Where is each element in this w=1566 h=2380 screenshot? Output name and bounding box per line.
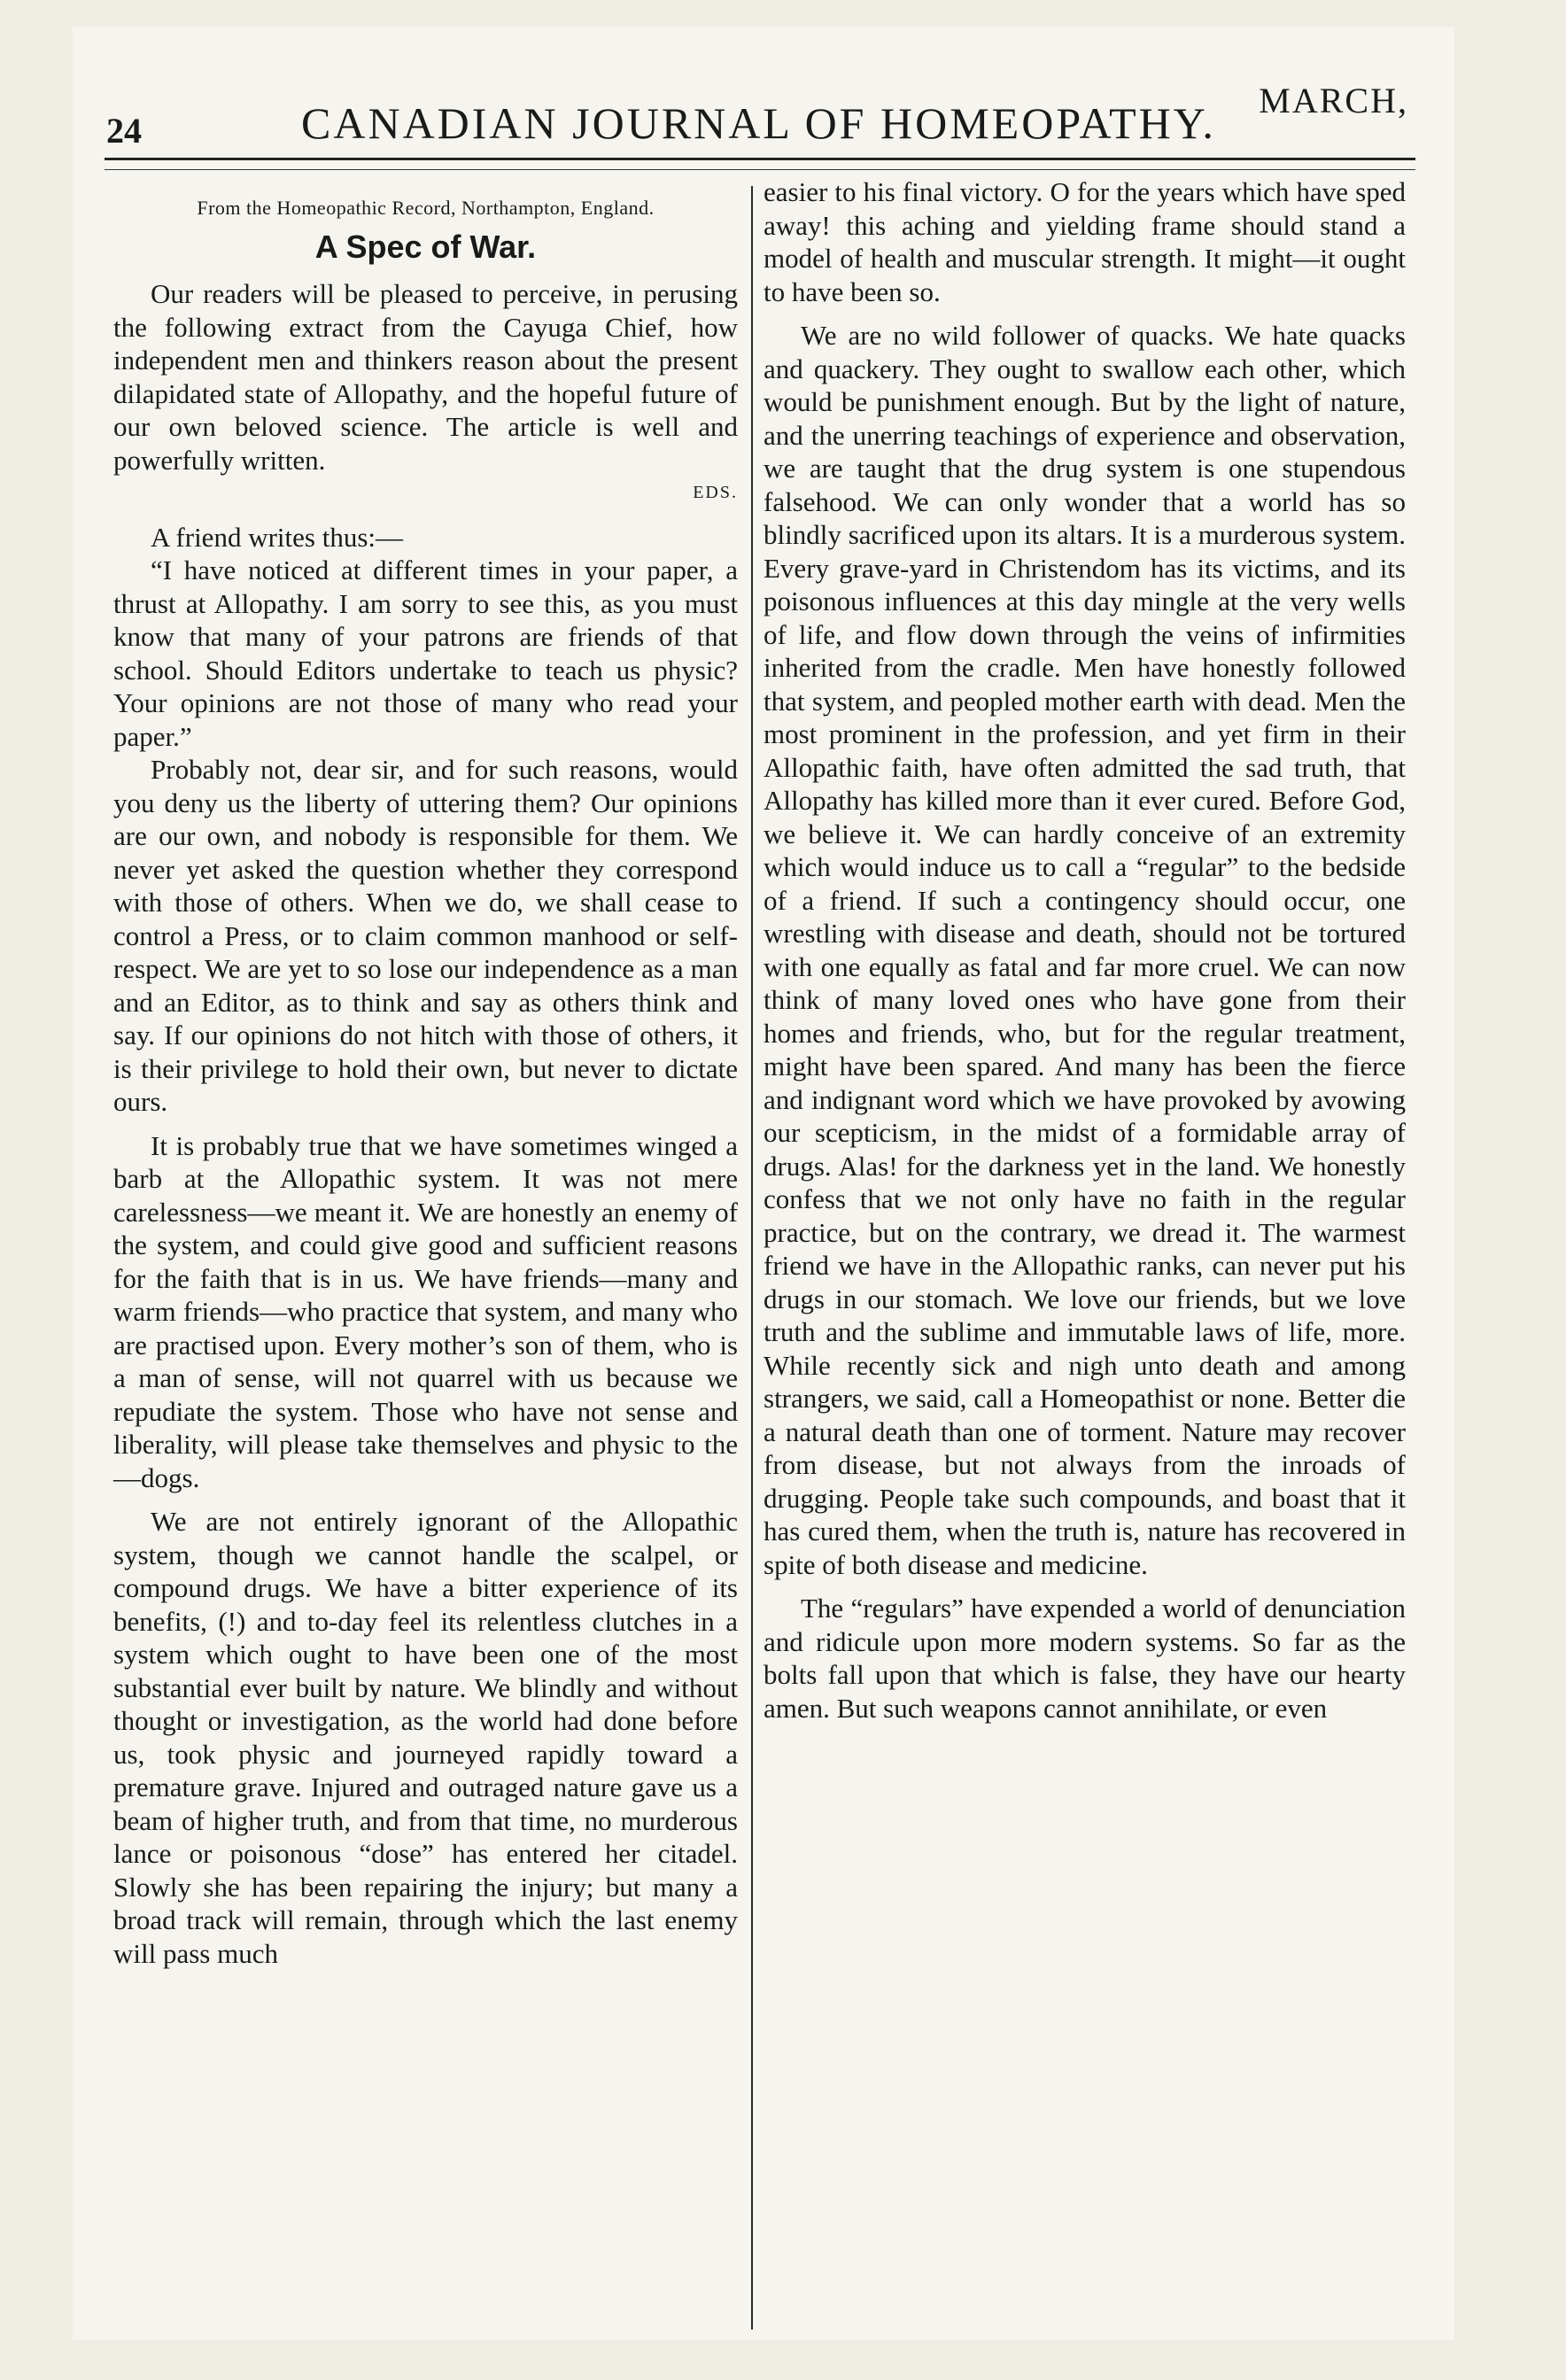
header-rule	[105, 158, 1415, 170]
journal-title: CANADIAN JOURNAL OF HOMEOPATHY.	[301, 98, 1216, 148]
editor-signature: EDS.	[693, 483, 738, 502]
paragraph-continued: easier to his final victory. O for the years which have sped away! this aching and yielding frame should stand a model of health and muscular strength. It might—it ought to have been so.	[764, 176, 1406, 307]
left-column	[113, 175, 738, 1970]
paragraph: We are not entirely ignorant of the Allopathic system, though we cannot handle the scalpel, or compound drugs. We have a bitter experience of its benefits, (!) and to-day feel its relentless clutches in a system which ought to have been one of the most substantial ever built by nature. We blindly and without thought or investigation, as the world had done before us, took physic and journeyed rapidly toward a premature grave. Injured and outraged nature gave us a beam of higher truth, and from that time, no murderous lance or poisonous “dose” has entered her citadel. Slowly she has been repairing the injury; but many a broad track will remain, through which the last enemy will pass much	[113, 1506, 738, 1969]
header-month: MARCH,	[1259, 81, 1408, 120]
paragraph: It is probably true that we have sometimes winged a barb at the Allopathic system. It was not mere carelessness—we meant it. We are honestly an enemy of the system, and could give good and sufficient reasons for the faith that is in us. We have friends—many and warm friends—who practice that system, and many who are practised upon. Every mother’s son of them, who is a man of sense, will not quarrel with us because we repudiate the system. Those who have not sense and liberality, will please take themselves and physic to the—dogs.	[113, 1129, 738, 1493]
paragraph: Probably not, dear sir, and for such reasons, would you deny us the liberty of uttering them? Our opinions are our own, and nobody is responsible for them. We never yet asked the question whether they correspond with those of others. When we do, we shall cease to control a Press, or to claim common manhood or self-respect. We are yet to so lose our independence as a man and an Editor, as to think and say as others think and say. If our opinions do not hitch with those of others, it is their privilege to hold their own, but never to dictate ours.	[113, 754, 738, 1117]
right-column	[764, 175, 1406, 1725]
paragraph: The “regulars” have expended a world of denunciation and ridicule upon more modern systems. So far as the bolts fall upon that which is false, they have our hearty amen. But such weapons cannot annihilate, or even	[764, 1593, 1406, 1724]
page-header	[106, 71, 1417, 151]
paragraph: We are no wild follower of quacks. We hate quacks and quackery. They ought to swallow each other, which would be punishment enough. But by the light of nature, and the unerring teachings of experience and observation, we are taught that the drug system is one stupendous falsehood. We can only wonder that a world has so blindly sacrificed upon its altars. It is a murderous system. Every grave-yard in Christendom has its victims, and its poisonous influences at this day mingle at the very wells of life, and flow down through the veins of infirmities inherited from the cradle. Men have honestly followed that system, and peopled mother earth with dead. Men the most prominent in the profession, and yet firm in their Allopathic faith, have often admitted the sad truth, that Allopathy has killed more than it ever cured. Before God, we believe it. We can hardly conceive of an extremity which would induce us to call a “regular” to the bedside of a friend. If such a contingency should occur, one wrestling with disease and death, should not be tortured with one equally as fatal and far more cruel. We can now think of many loved ones who have gone from their homes and friends, who, but for the regular treatment, might have been spared. And many has been the fierce and indignant word which we have provoked by avowing our scepticism, in the midst of a formidable array of drugs. Alas! for the darkness yet in the land. We honestly confess that we not only have no faith in the regular practice, but on the contrary, we dread it. The warmest friend we have in the Allopathic ranks, can never put his drugs in our stomach. We love our friends, but we love truth and the sublime and immutable laws of life, more. While recently sick and nigh unto death and among strangers, we said, call a Homeopathist or none. Better die a natural death than one of torment. Nature may recover from disease, but not always from the inroads of drugging. People take such compounds, and boast that it has cured them, when the truth is, nature has recovered in spite of both disease and medicine.	[764, 320, 1406, 1580]
article-title: A Spec of War.	[314, 228, 537, 265]
column-divider	[751, 186, 753, 2330]
page-number: 24	[106, 111, 142, 151]
intro-paragraph: Our readers will be pleased to perceive, in perusing the following extract from the Cayuga Chief, how independent men and thinkers reason about the present dilapidated state of Allopathy, and the hopeful future of our own beloved science. The article is well and powerfully written.	[113, 278, 738, 476]
paragraph: “I have noticed at different times in your paper, a thrust at Allopathy. I am sorry to see this, as you must know that many of your patrons are friends of that school. Should Editors undertake to teach us physic? Your opinions are not those of many who read your paper.”	[113, 554, 738, 752]
paragraph: A friend writes thus:—	[151, 521, 403, 553]
article-source: From the Homeopathic Record, Northampton, England.	[197, 197, 655, 219]
